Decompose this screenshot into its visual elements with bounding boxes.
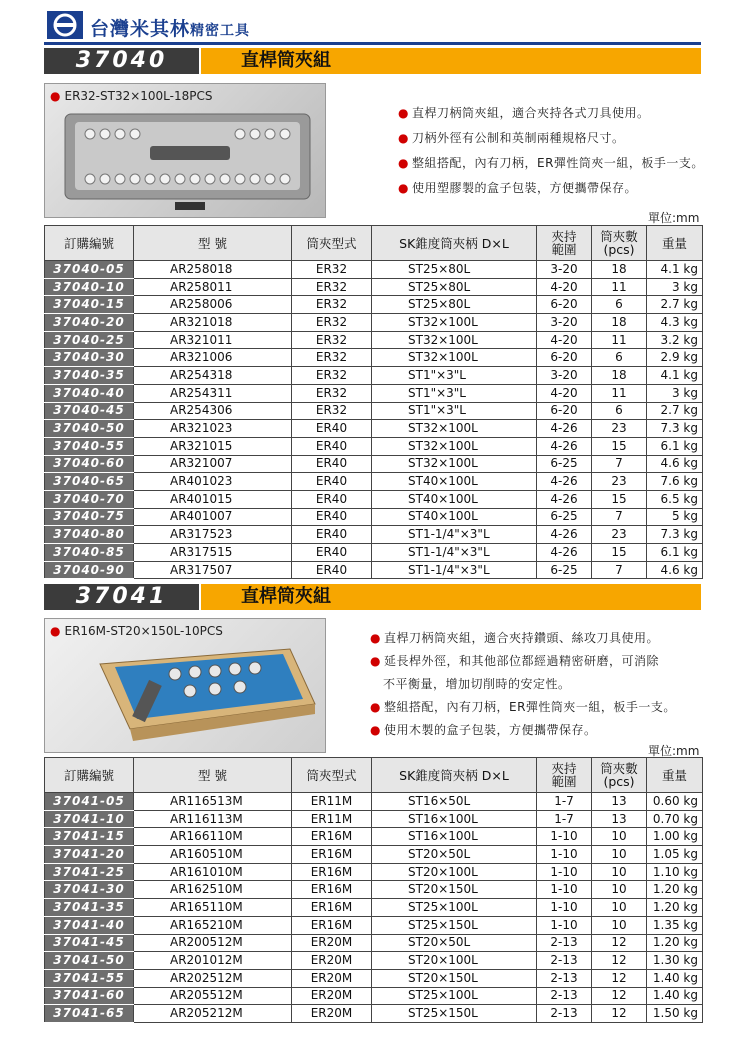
table-cell: ST32×100L: [372, 437, 537, 455]
table-cell: 10: [592, 846, 647, 864]
table-cell: 37041-35: [45, 899, 134, 917]
table-row: [45, 402, 703, 420]
table-cell: ST20×50L: [372, 934, 537, 952]
table-row: [45, 473, 703, 491]
table-cell: 1-10: [537, 899, 592, 917]
feature-bullet: ● 使用木製的盒子包裝，方便攜帶保存。: [370, 723, 597, 737]
table-cell: 6.1 kg: [647, 544, 703, 562]
table-cell: 37041-25: [45, 863, 134, 881]
table-header-cell: 筒夾數 (pcs): [592, 226, 647, 261]
table-cell: 15: [592, 437, 647, 455]
section-code: 37040: [44, 48, 199, 74]
table-cell: ST1"×3"L: [372, 402, 537, 420]
table-cell: 6: [592, 402, 647, 420]
table-cell: 18: [592, 367, 647, 385]
table-cell: 10: [592, 863, 647, 881]
table-cell: AR254306: [134, 402, 292, 420]
table-cell: 4.6 kg: [647, 455, 703, 473]
table-cell: ST16×100L: [372, 810, 537, 828]
table-cell: 2.7 kg: [647, 402, 703, 420]
table-cell: ST25×150L: [372, 1005, 537, 1023]
table-cell: ER32: [292, 278, 372, 296]
table-cell: AR205512M: [134, 987, 292, 1005]
section-title: 直桿筒夾組: [201, 584, 701, 610]
table-cell: ST20×100L: [372, 863, 537, 881]
table-cell: ST25×100L: [372, 987, 537, 1005]
table-cell: 37040-40: [45, 384, 134, 402]
table-row: [45, 810, 703, 828]
table-cell: 12: [592, 952, 647, 970]
table-cell: ST32×100L: [372, 331, 537, 349]
table-cell: ER20M: [292, 1005, 372, 1023]
table-row: [45, 261, 703, 279]
table-cell: 4.1 kg: [647, 367, 703, 385]
table-cell: ER16M: [292, 899, 372, 917]
table-cell: 4-26: [537, 526, 592, 544]
table-row: [45, 384, 703, 402]
table-cell: 15: [592, 544, 647, 562]
table-cell: 4-26: [537, 473, 592, 491]
table-cell: 1.20 kg: [647, 899, 703, 917]
table-cell: 1-7: [537, 810, 592, 828]
table-cell: 1.20 kg: [647, 881, 703, 899]
table-cell: AR321007: [134, 455, 292, 473]
table-cell: 37040-60: [45, 455, 134, 473]
table-cell: AR321006: [134, 349, 292, 367]
table-cell: ST1"×3"L: [372, 384, 537, 402]
table-cell: 1.30 kg: [647, 952, 703, 970]
table-header-cell: 重量: [647, 758, 703, 793]
table-row: [45, 544, 703, 562]
table-row: [45, 490, 703, 508]
table-cell: ER32: [292, 331, 372, 349]
table-cell: AR165210M: [134, 916, 292, 934]
table-cell: 12: [592, 987, 647, 1005]
table-cell: ER32: [292, 367, 372, 385]
table-cell: 7: [592, 508, 647, 526]
table-cell: AR254311: [134, 384, 292, 402]
table-cell: ST40×100L: [372, 508, 537, 526]
table-cell: 3 kg: [647, 278, 703, 296]
table-row: [45, 296, 703, 314]
table-row: [45, 1005, 703, 1023]
table-cell: 37040-65: [45, 473, 134, 491]
table-row: [45, 863, 703, 881]
table-cell: 1.35 kg: [647, 916, 703, 934]
table-cell: 1.05 kg: [647, 846, 703, 864]
section-title: 直桿筒夾組: [201, 48, 701, 74]
table-cell: ER11M: [292, 810, 372, 828]
table-row: [45, 367, 703, 385]
company-logo-icon: [46, 10, 84, 40]
table-row: [45, 437, 703, 455]
table-row: [45, 793, 703, 811]
table-cell: 3-20: [537, 314, 592, 332]
table-cell: ER40: [292, 490, 372, 508]
table-cell: ER40: [292, 544, 372, 562]
table-cell: 6-25: [537, 561, 592, 579]
table-header-cell: 筒夾型式: [292, 758, 372, 793]
table-cell: 3-20: [537, 367, 592, 385]
table-cell: 6.5 kg: [647, 490, 703, 508]
table-cell: 37041-05: [45, 793, 134, 811]
product-table: [44, 225, 703, 579]
table-header-cell: 夾持 範圍: [537, 758, 592, 793]
table-cell: AR166110M: [134, 828, 292, 846]
table-cell: ER40: [292, 561, 372, 579]
table-cell: 12: [592, 1005, 647, 1023]
table-cell: 2.7 kg: [647, 296, 703, 314]
table-cell: ST1"×3"L: [372, 367, 537, 385]
table-cell: ER40: [292, 508, 372, 526]
table-cell: 1.00 kg: [647, 828, 703, 846]
table-cell: AR258018: [134, 261, 292, 279]
table-cell: AR254318: [134, 367, 292, 385]
product-table: [44, 757, 703, 1023]
table-cell: ST20×50L: [372, 846, 537, 864]
table-cell: ST20×150L: [372, 969, 537, 987]
table-cell: AR116113M: [134, 810, 292, 828]
table-cell: 10: [592, 916, 647, 934]
table-cell: ER20M: [292, 969, 372, 987]
table-cell: ER16M: [292, 828, 372, 846]
table-cell: ER11M: [292, 793, 372, 811]
table-row: [45, 881, 703, 899]
table-cell: AR321023: [134, 420, 292, 438]
table-cell: AR205212M: [134, 1005, 292, 1023]
table-cell: 1.40 kg: [647, 969, 703, 987]
table-cell: 4-26: [537, 544, 592, 562]
table-header-cell: SK錐度筒夾柄 D×L: [372, 758, 537, 793]
table-cell: 37041-60: [45, 987, 134, 1005]
table-cell: 5 kg: [647, 508, 703, 526]
table-cell: AR317523: [134, 526, 292, 544]
feature-bullet: ● 整組搭配，內有刀柄，ER彈性筒夾一組，板手一支。: [398, 156, 704, 170]
table-cell: 37040-50: [45, 420, 134, 438]
table-cell: 2-13: [537, 934, 592, 952]
table-cell: 6-25: [537, 455, 592, 473]
product-caption: ● ER16M-ST20×150L-10PCS: [50, 624, 223, 638]
table-cell: 1-10: [537, 846, 592, 864]
product-caption: ● ER32-ST32×100L-18PCS: [50, 89, 213, 103]
table-cell: 37041-10: [45, 810, 134, 828]
table-cell: 37040-45: [45, 402, 134, 420]
table-cell: 6-20: [537, 349, 592, 367]
feature-bullet: ● 直桿刀柄筒夾組，適合夾持各式刀具使用。: [398, 106, 650, 120]
table-header-cell: 訂購編號: [45, 226, 134, 261]
table-cell: ER32: [292, 261, 372, 279]
table-cell: 4-26: [537, 490, 592, 508]
table-cell: ER16M: [292, 916, 372, 934]
table-cell: 1-7: [537, 793, 592, 811]
table-cell: 37040-15: [45, 296, 134, 314]
product-photo: [44, 83, 326, 218]
table-cell: ER16M: [292, 881, 372, 899]
table-cell: 6-20: [537, 402, 592, 420]
table-cell: 37041-15: [45, 828, 134, 846]
company-name: 台灣米其林精密工具: [90, 18, 251, 40]
table-cell: AR200512M: [134, 934, 292, 952]
table-cell: 13: [592, 793, 647, 811]
table-cell: 0.70 kg: [647, 810, 703, 828]
table-cell: 7: [592, 455, 647, 473]
table-cell: ST25×150L: [372, 916, 537, 934]
feature-bullet-continuation: 不平衡量，增加切削時的安定性。: [383, 677, 571, 691]
table-cell: 6: [592, 349, 647, 367]
table-row: [45, 314, 703, 332]
table-cell: ER32: [292, 384, 372, 402]
table-cell: 37040-85: [45, 544, 134, 562]
table-cell: 37040-30: [45, 349, 134, 367]
table-cell: 11: [592, 331, 647, 349]
table-cell: 2-13: [537, 987, 592, 1005]
feature-bullet: ● 直桿刀柄筒夾組，適合夾持鑽頭、絲攻刀具使用。: [370, 631, 659, 645]
table-cell: 12: [592, 934, 647, 952]
table-cell: 37041-40: [45, 916, 134, 934]
table-cell: 10: [592, 899, 647, 917]
table-cell: ST32×100L: [372, 455, 537, 473]
table-cell: 37040-35: [45, 367, 134, 385]
table-cell: AR165110M: [134, 899, 292, 917]
table-cell: ER20M: [292, 987, 372, 1005]
table-cell: AR401023: [134, 473, 292, 491]
table-row: [45, 899, 703, 917]
table-header-cell: 筒夾數 (pcs): [592, 758, 647, 793]
table-cell: ST25×80L: [372, 296, 537, 314]
table-cell: ER32: [292, 296, 372, 314]
table-row: [45, 934, 703, 952]
table-cell: 1.40 kg: [647, 987, 703, 1005]
table-cell: 23: [592, 473, 647, 491]
table-cell: 15: [592, 490, 647, 508]
table-cell: ST20×100L: [372, 952, 537, 970]
table-cell: 2-13: [537, 1005, 592, 1023]
table-cell: 37040-90: [45, 561, 134, 579]
table-row: [45, 987, 703, 1005]
table-cell: ST32×100L: [372, 349, 537, 367]
table-header-cell: 訂購編號: [45, 758, 134, 793]
table-cell: 37040-20: [45, 314, 134, 332]
table-cell: ST40×100L: [372, 490, 537, 508]
table-row: [45, 331, 703, 349]
table-cell: 11: [592, 278, 647, 296]
feature-bullet: ● 整組搭配，內有刀柄，ER彈性筒夾一組，板手一支。: [370, 700, 676, 714]
table-cell: AR116513M: [134, 793, 292, 811]
table-cell: AR201012M: [134, 952, 292, 970]
table-header-row: [45, 758, 703, 793]
table-cell: 4-20: [537, 384, 592, 402]
table-row: [45, 455, 703, 473]
table-row: [45, 278, 703, 296]
table-cell: 3-20: [537, 261, 592, 279]
table-cell: AR161010M: [134, 863, 292, 881]
feature-bullet: ● 延長桿外徑，和其他部位都經過精密研磨，可消除: [370, 654, 659, 668]
table-cell: 1.50 kg: [647, 1005, 703, 1023]
table-cell: ER16M: [292, 863, 372, 881]
table-cell: AR401015: [134, 490, 292, 508]
table-cell: 2.9 kg: [647, 349, 703, 367]
table-cell: ST1-1/4"×3"L: [372, 526, 537, 544]
table-cell: ER20M: [292, 934, 372, 952]
table-cell: 18: [592, 314, 647, 332]
table-cell: AR321015: [134, 437, 292, 455]
table-row: [45, 828, 703, 846]
table-cell: 7.3 kg: [647, 420, 703, 438]
table-row: [45, 420, 703, 438]
table-cell: 1-10: [537, 916, 592, 934]
table-cell: 37040-80: [45, 526, 134, 544]
feature-bullet: ● 使用塑膠製的盒子包裝，方便攜帶保存。: [398, 181, 637, 195]
table-cell: 37040-75: [45, 508, 134, 526]
table-cell: 7.6 kg: [647, 473, 703, 491]
table-cell: 1.20 kg: [647, 934, 703, 952]
table-cell: ER20M: [292, 952, 372, 970]
table-cell: 37041-50: [45, 952, 134, 970]
table-cell: 37041-55: [45, 969, 134, 987]
table-cell: 1-10: [537, 881, 592, 899]
table-cell: 37040-10: [45, 278, 134, 296]
table-cell: ST20×150L: [372, 881, 537, 899]
table-cell: ER32: [292, 402, 372, 420]
table-cell: ST1-1/4"×3"L: [372, 544, 537, 562]
table-row: [45, 969, 703, 987]
table-cell: 4-20: [537, 331, 592, 349]
table-cell: 37040-70: [45, 490, 134, 508]
table-cell: AR321011: [134, 331, 292, 349]
table-cell: ER40: [292, 420, 372, 438]
table-cell: ER40: [292, 526, 372, 544]
table-header-cell: 型 號: [134, 226, 292, 261]
table-row: [45, 846, 703, 864]
table-header-cell: 夾持 範圍: [537, 226, 592, 261]
table-row: [45, 916, 703, 934]
table-cell: ST16×100L: [372, 828, 537, 846]
table-cell: ST25×100L: [372, 899, 537, 917]
table-header-row: [45, 226, 703, 261]
unit-label: 單位:mm: [648, 744, 700, 758]
header-divider: [44, 42, 701, 45]
table-cell: ST40×100L: [372, 473, 537, 491]
table-cell: 4.6 kg: [647, 561, 703, 579]
table-cell: 0.60 kg: [647, 793, 703, 811]
table-row: [45, 526, 703, 544]
table-cell: 3 kg: [647, 384, 703, 402]
table-cell: 37041-45: [45, 934, 134, 952]
table-cell: AR317507: [134, 561, 292, 579]
table-cell: 37040-55: [45, 437, 134, 455]
table-cell: ER40: [292, 455, 372, 473]
table-cell: ER32: [292, 314, 372, 332]
table-cell: 12: [592, 969, 647, 987]
product-photo: [44, 618, 326, 753]
table-cell: 7: [592, 561, 647, 579]
table-cell: 37040-25: [45, 331, 134, 349]
table-cell: AR160510M: [134, 846, 292, 864]
table-row: [45, 349, 703, 367]
table-cell: 4-26: [537, 437, 592, 455]
table-cell: ST25×80L: [372, 278, 537, 296]
table-cell: 6-20: [537, 296, 592, 314]
table-cell: 1-10: [537, 828, 592, 846]
table-cell: 2-13: [537, 952, 592, 970]
table-cell: AR321018: [134, 314, 292, 332]
table-row: [45, 508, 703, 526]
table-row: [45, 561, 703, 579]
table-cell: 13: [592, 810, 647, 828]
feature-bullet: ● 刀柄外徑有公制和英制兩種規格尺寸。: [398, 131, 625, 145]
table-cell: ST1-1/4"×3"L: [372, 561, 537, 579]
table-cell: 1-10: [537, 863, 592, 881]
table-cell: 2-13: [537, 969, 592, 987]
table-row: [45, 952, 703, 970]
table-cell: ST32×100L: [372, 314, 537, 332]
table-cell: 4-20: [537, 278, 592, 296]
table-cell: ST25×80L: [372, 261, 537, 279]
table-header-cell: 重量: [647, 226, 703, 261]
table-cell: 6.1 kg: [647, 437, 703, 455]
table-cell: ST16×50L: [372, 793, 537, 811]
unit-label: 單位:mm: [648, 211, 700, 225]
table-cell: 6: [592, 296, 647, 314]
table-cell: 4.3 kg: [647, 314, 703, 332]
table-cell: ST32×100L: [372, 420, 537, 438]
table-header-cell: 型 號: [134, 758, 292, 793]
table-cell: 37041-20: [45, 846, 134, 864]
table-cell: 4.1 kg: [647, 261, 703, 279]
table-cell: 3.2 kg: [647, 331, 703, 349]
table-header-cell: 筒夾型式: [292, 226, 372, 261]
table-cell: AR317515: [134, 544, 292, 562]
table-cell: AR162510M: [134, 881, 292, 899]
table-cell: 7.3 kg: [647, 526, 703, 544]
section-code: 37041: [44, 584, 199, 610]
table-cell: 37040-05: [45, 261, 134, 279]
table-cell: 37041-65: [45, 1005, 134, 1023]
table-cell: AR258006: [134, 296, 292, 314]
table-cell: AR401007: [134, 508, 292, 526]
table-cell: 10: [592, 828, 647, 846]
table-cell: ER16M: [292, 846, 372, 864]
table-cell: 18: [592, 261, 647, 279]
table-cell: 11: [592, 384, 647, 402]
table-cell: 4-26: [537, 420, 592, 438]
table-cell: 6-25: [537, 508, 592, 526]
table-cell: 10: [592, 881, 647, 899]
table-cell: 23: [592, 526, 647, 544]
table-cell: AR202512M: [134, 969, 292, 987]
table-cell: 37041-30: [45, 881, 134, 899]
table-header-cell: SK錐度筒夾柄 D×L: [372, 226, 537, 261]
table-cell: ER40: [292, 473, 372, 491]
table-cell: 1.10 kg: [647, 863, 703, 881]
table-cell: 23: [592, 420, 647, 438]
table-cell: ER40: [292, 437, 372, 455]
table-cell: ER32: [292, 349, 372, 367]
table-cell: AR258011: [134, 278, 292, 296]
